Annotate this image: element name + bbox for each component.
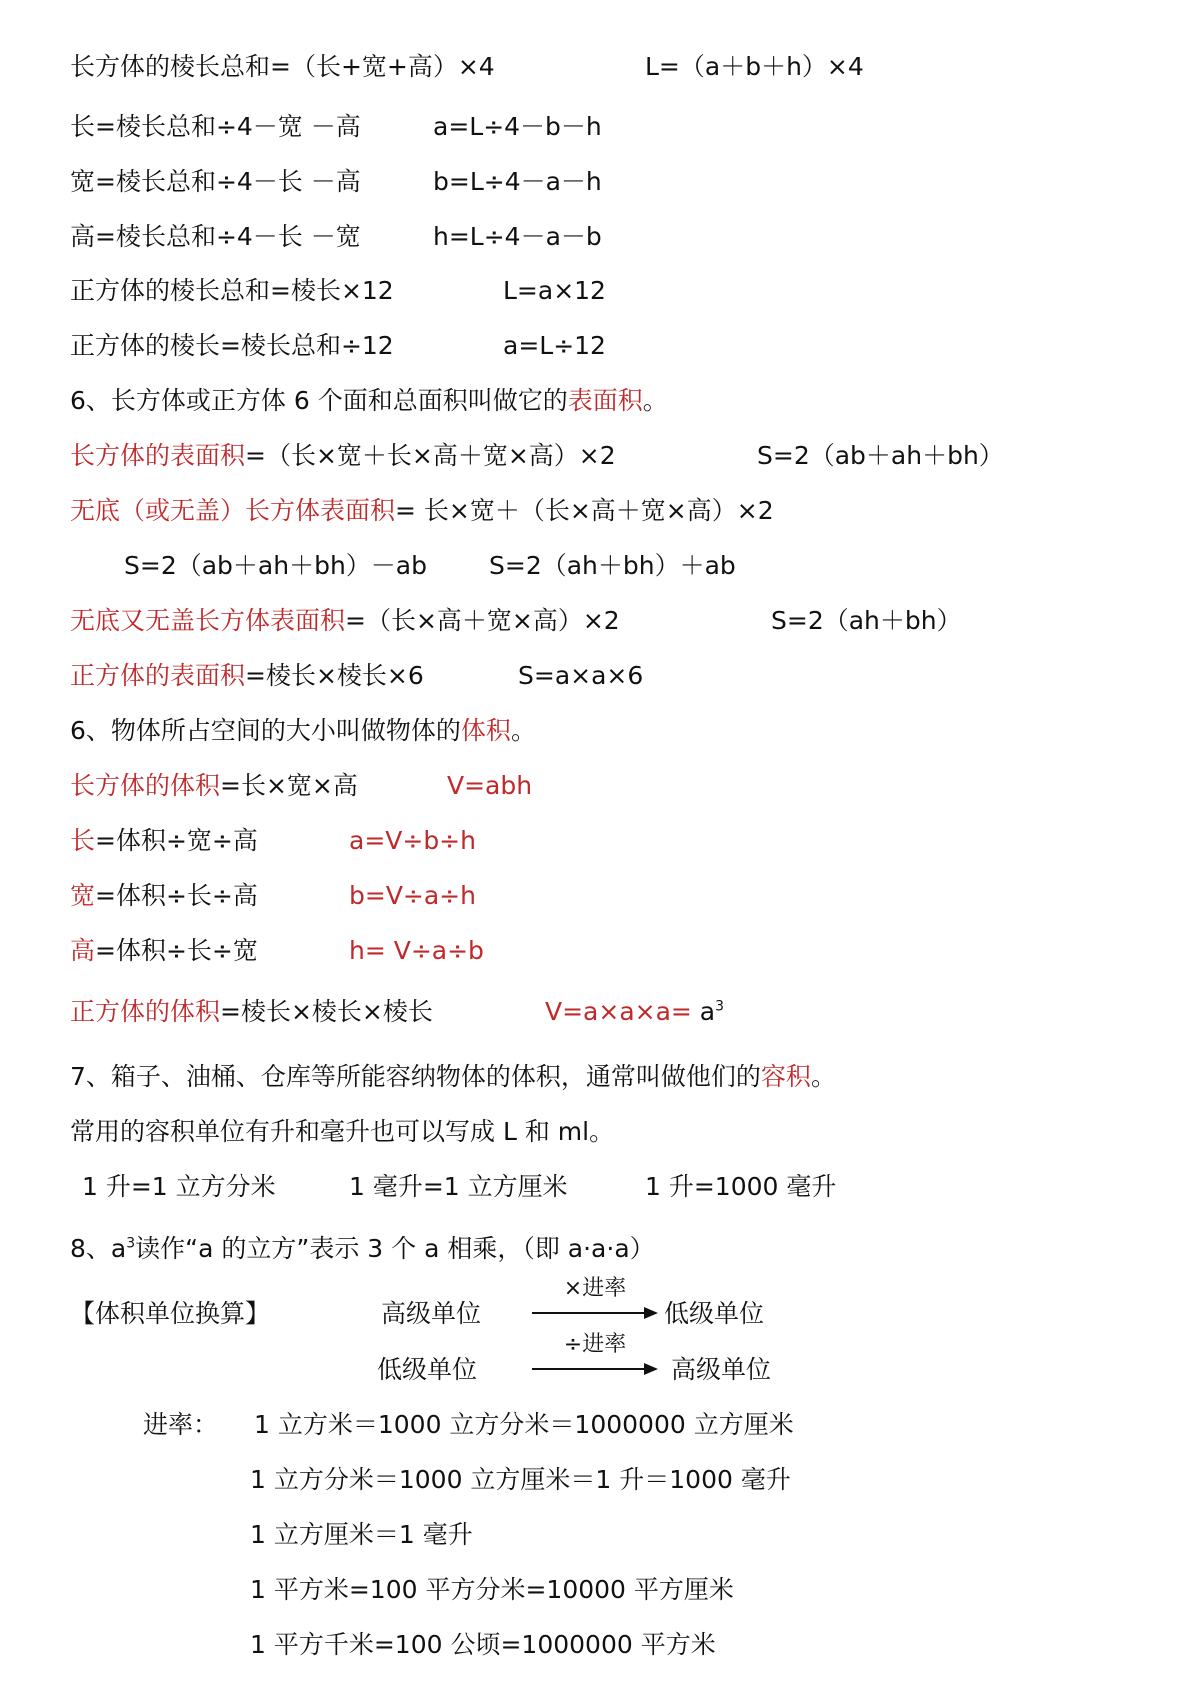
text-line: [0, 659, 1191, 693]
arrow-label: ×进率: [563, 1276, 627, 1301]
text-line: [0, 714, 1191, 748]
body-text: 高级单位: [671, 1355, 772, 1384]
line-segment: [447, 769, 532, 803]
line-segment: [70, 165, 361, 199]
text-line: [0, 1232, 1191, 1266]
body-text: 长=棱长总和÷4－宽 －高: [70, 112, 361, 141]
line-segment: [254, 1408, 794, 1442]
line-segment: [503, 274, 606, 308]
body-text: L=a×12: [503, 276, 606, 305]
highlight-text: b=V÷a÷h: [349, 881, 476, 910]
line-segment: [70, 1060, 836, 1094]
line-segment: [70, 329, 394, 363]
line-segment: [518, 659, 643, 693]
body-text: 1 平方千米=100 公顷=1000000 平方米: [250, 1630, 716, 1659]
body-text: a=L÷4－b－h: [433, 112, 602, 141]
line-segment: [250, 1518, 473, 1552]
line-segment: [70, 714, 536, 748]
highlight-text: 长方体的体积: [70, 771, 221, 800]
body-text: S=2（ab＋ah＋bh）－ab: [124, 551, 427, 580]
line-segment: [489, 549, 736, 583]
body-text: 1 平方米=100 平方分米=10000 平方厘米: [250, 1575, 734, 1604]
line-segment: [250, 1463, 791, 1497]
highlight-text: 正方体的体积: [70, 997, 221, 1026]
highlight-text: 无底又无盖长方体表面积: [70, 606, 346, 635]
body-text: h=L÷4－a－b: [433, 222, 602, 251]
line-segment: [70, 995, 433, 1029]
body-text: 低级单位: [377, 1355, 478, 1384]
highlight-text: 无底（或无盖）长方体表面积: [70, 496, 396, 525]
arrow-shaft: [532, 1368, 646, 1370]
body-text: 【体积单位换算】: [70, 1299, 271, 1328]
highlight-text: 容积: [760, 1062, 811, 1091]
line-segment: [349, 1170, 568, 1204]
line-segment: [377, 1353, 477, 1387]
arrow-shaft: [532, 1312, 646, 1314]
body-text: 低级单位: [664, 1299, 765, 1328]
line-segment: [143, 1408, 218, 1442]
body-text: 6、物体所占空间的大小叫做物体的: [70, 716, 461, 745]
text-line: [0, 1628, 1191, 1662]
text-line: [0, 1573, 1191, 1607]
body-text: 1 立方米＝1000 立方分米＝1000000 立方厘米: [254, 1410, 794, 1439]
body-text: 高=棱长总和÷4－长 －宽: [70, 222, 361, 251]
text-line: [0, 384, 1191, 418]
line-segment: [757, 439, 1004, 473]
body-text: =（长×宽＋长×高＋宽×高）×2: [245, 441, 616, 470]
line-segment: [70, 769, 358, 803]
superscript: 3: [126, 1235, 136, 1252]
line-segment: [70, 934, 258, 968]
text-line: [0, 220, 1191, 254]
line-segment: [645, 1170, 836, 1204]
text-line: [0, 50, 1191, 84]
line-segment: [771, 604, 962, 638]
highlight-text: 表面积: [567, 386, 643, 415]
text-line: [0, 110, 1191, 144]
text-line: [0, 1060, 1191, 1094]
body-text: =体积÷长÷高: [95, 881, 258, 910]
text-line: [0, 1115, 1191, 1149]
arrow-head-icon: [644, 1307, 658, 1319]
superscript: 3: [715, 998, 725, 1015]
body-text: 高级单位: [381, 1299, 482, 1328]
line-segment: [433, 220, 602, 254]
text-line: [0, 879, 1191, 913]
line-segment: [645, 50, 864, 84]
conversion-arrow: [532, 1276, 658, 1331]
body-text: 1 立方分米＝1000 立方厘米＝1 升＝1000 毫升: [250, 1465, 791, 1494]
body-text: 读作“a 的立方”表示 3 个 a 相乘，（即 a·a·a）: [135, 1234, 655, 1263]
body-text: S=2（ab＋ah＋bh）: [757, 441, 1004, 470]
text-line: [0, 274, 1191, 308]
body-text: 长方体的棱长总和=（长+宽+高）×4: [70, 52, 495, 81]
line-segment: [70, 659, 424, 693]
text-line: [0, 1170, 1191, 1204]
line-segment: [70, 110, 361, 144]
highlight-text: 长方体的表面积: [70, 441, 246, 470]
text-line: [0, 1408, 1191, 1442]
body-text: 1 立方厘米＝1 毫升: [250, 1520, 473, 1549]
highlight-text: V=a×a×a=: [545, 997, 692, 1026]
arrow-head-icon: [644, 1363, 658, 1375]
arrow-label: ÷进率: [563, 1332, 627, 1357]
line-segment: [664, 1297, 764, 1331]
body-text: 正方体的棱长=棱长总和÷12: [70, 331, 394, 360]
body-text: 。: [810, 1062, 836, 1091]
text-line: [0, 1518, 1191, 1552]
body-text: 。: [510, 716, 536, 745]
highlight-text: 高: [70, 936, 96, 965]
line-segment: [349, 934, 484, 968]
body-text: =长×宽×高: [220, 771, 358, 800]
line-segment: [70, 50, 495, 84]
line-segment: [70, 274, 394, 308]
body-text: =棱长×棱长×棱长: [220, 997, 433, 1026]
line-segment: [124, 549, 427, 583]
body-text: =棱长×棱长×6: [245, 661, 424, 690]
highlight-text: a=V÷b÷h: [349, 826, 476, 855]
body-text: 宽=棱长总和÷4－长 －高: [70, 167, 361, 196]
highlight-text: h= V÷a÷b: [349, 936, 484, 965]
line-segment: [349, 879, 476, 913]
body-text: 1 升=1 立方分米: [82, 1172, 276, 1201]
body-text: =体积÷宽÷高: [95, 826, 258, 855]
text-line: [0, 1463, 1191, 1497]
body-text: S=2（ah＋bh）＋ab: [489, 551, 736, 580]
body-text: 进率：: [143, 1410, 219, 1439]
text-line: [0, 549, 1191, 583]
body-text: 1 升=1000 毫升: [645, 1172, 837, 1201]
body-text: L=（a＋b＋h）×4: [645, 52, 864, 81]
line-segment: [82, 1170, 276, 1204]
body-text: = 长×宽＋（长×高＋宽×高）×2: [395, 496, 774, 525]
line-segment: [70, 1297, 270, 1331]
text-line: [0, 165, 1191, 199]
line-segment: [70, 1115, 614, 1149]
highlight-text: 体积: [460, 716, 511, 745]
text-line: [0, 329, 1191, 363]
text-line: [0, 934, 1191, 968]
body-text: b=L÷4－a－h: [433, 167, 602, 196]
body-text: 8、a: [70, 1234, 127, 1263]
line-segment: [250, 1573, 734, 1607]
line-segment: [433, 165, 602, 199]
line-segment: [349, 824, 476, 858]
body-text: =（长×高＋宽×高）×2: [345, 606, 620, 635]
text-line: [0, 824, 1191, 858]
line-segment: [70, 220, 361, 254]
text-line: [0, 439, 1191, 473]
body-text: a=L÷12: [503, 331, 606, 360]
highlight-text: 正方体的表面积: [70, 661, 246, 690]
line-segment: [70, 604, 620, 638]
text-line: [0, 494, 1191, 528]
line-segment: [545, 995, 724, 1029]
text-line: [0, 604, 1191, 638]
line-segment: [250, 1628, 716, 1662]
line-segment: [381, 1297, 481, 1331]
body-text: S=a×a×6: [518, 661, 644, 690]
line-segment: [433, 110, 602, 144]
body-text: 常用的容积单位有升和毫升也可以写成 L 和 ml。: [70, 1117, 615, 1146]
line-segment: [70, 879, 258, 913]
line-segment: [70, 824, 258, 858]
text-line: [0, 995, 1191, 1029]
line-segment: [70, 1232, 655, 1266]
body-text: 6、长方体或正方体 6 个面和总面积叫做它的: [70, 386, 568, 415]
highlight-text: 长: [70, 826, 96, 855]
body-text: a: [691, 997, 716, 1026]
line-segment: [671, 1353, 771, 1387]
body-text: 7、箱子、油桶、仓库等所能容纳物体的体积，通常叫做他们的: [70, 1062, 761, 1091]
highlight-text: V=abh: [447, 771, 533, 800]
highlight-text: 宽: [70, 881, 96, 910]
line-segment: [70, 494, 774, 528]
conversion-arrow: [532, 1332, 658, 1387]
line-segment: [70, 384, 668, 418]
body-text: =体积÷长÷宽: [95, 936, 258, 965]
line-segment: [70, 439, 616, 473]
line-segment: [503, 329, 606, 363]
text-line: [0, 769, 1191, 803]
body-text: 1 毫升=1 立方厘米: [349, 1172, 568, 1201]
body-text: S=2（ah＋bh）: [771, 606, 962, 635]
body-text: 正方体的棱长总和=棱长×12: [70, 276, 394, 305]
body-text: 。: [642, 386, 668, 415]
